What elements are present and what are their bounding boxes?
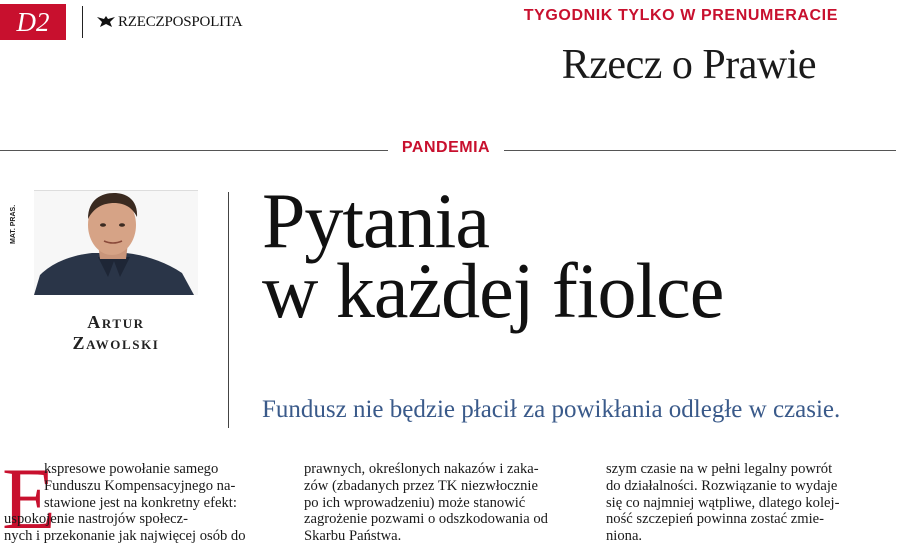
section-rule-right (504, 150, 896, 151)
author-photo (34, 190, 198, 295)
newspaper-logo[interactable] (96, 10, 242, 34)
header-divider (82, 6, 83, 38)
body-line: niona. (606, 528, 643, 545)
body-line: Funduszu Kompensacyjnego na- (44, 477, 236, 494)
body-line: stawione jest na konkretny efekt: (44, 494, 237, 511)
subscription-kicker: TYGODNIK TYLKO W PRENUMERACIE (523, 7, 838, 24)
author-byline (34, 312, 198, 354)
body-line: kspresowe powołanie samego (44, 461, 219, 477)
body-line: nych i przekonanie jak najwięcej osób do (4, 528, 246, 545)
article-headline[interactable] (262, 177, 882, 334)
body-line: zagrożenie pozwami o odszkodowania od (304, 511, 548, 528)
body-line: zów (zbadanych przez TK niezwłocznie (304, 477, 538, 494)
author-first-name: Artur (87, 312, 145, 332)
photo-credit: MAT. PRAS. (10, 204, 17, 244)
vertical-divider (228, 192, 229, 428)
body-line: ność szczepień powinna zostać zmie- (606, 511, 825, 528)
section-rule-left (0, 150, 388, 151)
article-dek: Fundusz nie będzie płacił za powikłania odległe w czasie. (262, 396, 841, 423)
body-line: do działalności. Rozwiązanie to wydaje (606, 477, 838, 494)
body-column-1 (2, 451, 290, 548)
body-line: uspokojenie nastrojów społecz- (4, 511, 188, 528)
section-label: PANDEMIA (388, 139, 504, 157)
body-line: się co najmniej wątpliwe, dlatego kolej- (606, 494, 840, 511)
page-number-badge: D2 (0, 4, 66, 40)
body-line: szym czasie na w pełni legalny powrót (606, 461, 833, 477)
headline-line-2: w każdej fiolce (262, 247, 724, 334)
body-column-2 (304, 461, 590, 545)
eagle-icon (96, 14, 116, 30)
body-column-3 (606, 461, 892, 545)
drop-cap: E (2, 451, 56, 548)
logo-text: RZECZPOSPOLITA (118, 13, 243, 30)
body-line: po ich wprowadzeniu) może stanowić (304, 494, 526, 511)
body-line: Skarbu Państwa. (304, 528, 402, 545)
body-line: prawnych, określonych nakazów i zaka- (304, 461, 539, 477)
headline-line-1: Pytania (262, 177, 489, 264)
author-last-name: Zawolski (72, 333, 160, 353)
supplement-title: Rzecz o Prawie (561, 42, 816, 88)
